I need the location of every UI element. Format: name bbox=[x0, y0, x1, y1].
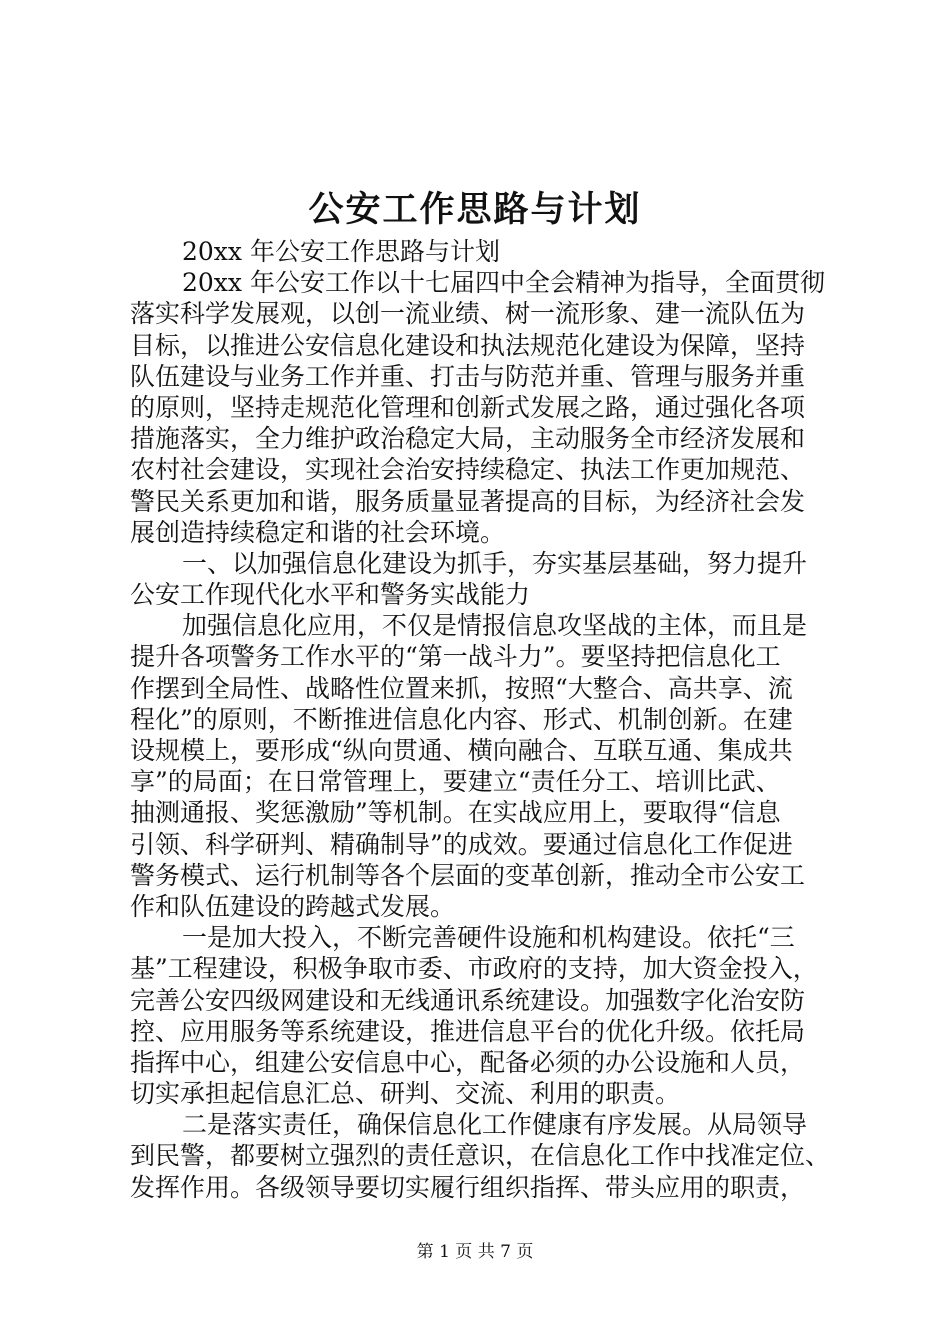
text-line: 作和队伍建设的跨越式发展。 bbox=[130, 891, 456, 921]
text-line: 加强信息化应用，不仅是情报信息攻坚战的主体，而且是 bbox=[182, 611, 808, 641]
text-line: 抽测通报、奖惩激励”等机制。在实战应用上，要取得“信息 bbox=[130, 798, 781, 828]
text-line: 队伍建设与业务工作并重、打击与防范并重、管理与服务并重 bbox=[130, 361, 806, 391]
text-line: 发挥作用。各级领导要切实履行组织指挥、带头应用的职责， bbox=[130, 1172, 806, 1202]
text-line: 提升各项警务工作水平的“第一战斗力”。要坚持把信息化工 bbox=[130, 642, 781, 672]
text-line: 20xx 年公安工作思路与计划 bbox=[182, 237, 500, 266]
text-line: 警民关系更加和谐，服务质量显著提高的目标，为经济社会发 bbox=[130, 486, 806, 516]
text-line: 切实承担起信息汇总、研判、交流、利用的职责。 bbox=[130, 1079, 681, 1109]
text-line: 设规模上，要形成“纵向贯通、横向融合、互联互通、集成共 bbox=[130, 736, 793, 765]
text-line: 指挥中心，组建公安信息中心，配备必须的办公设施和人员， bbox=[130, 1047, 806, 1077]
text-line: 享”的局面；在日常管理上，要建立“责任分工、培训比武、 bbox=[130, 767, 781, 797]
text-line: 措施落实，全力维护政治稳定大局，主动服务全市经济发展和 bbox=[130, 424, 806, 454]
text-line: 二是落实责任，确保信息化工作健康有序发展。从局领导 bbox=[182, 1110, 808, 1140]
text-line: 一是加大投入，不断完善硬件设施和机构建设。依托“三 bbox=[182, 923, 795, 953]
page-indicator: 第 1 页 共 7 页 bbox=[416, 1242, 534, 1262]
text-line: 目标，以推进公安信息化建设和执法规范化建设为保障，坚持 bbox=[130, 330, 806, 360]
text-line: 到民警，都要树立强烈的责任意识，在信息化工作中找准定位、 bbox=[130, 1141, 831, 1171]
text-line: 落实科学发展观，以创一流业绩、树一流形象、建一流队伍为 bbox=[130, 299, 806, 329]
text-line: 农村社会建设，实现社会治安持续稳定、执法工作更加规范、 bbox=[130, 455, 806, 485]
text-line: 程化”的原则，不断推进信息化内容、形式、机制创新。在建 bbox=[130, 704, 793, 734]
document-title: 公安工作思路与计划 bbox=[308, 189, 642, 230]
text-line: 公安工作现代化水平和警务实战能力 bbox=[130, 580, 531, 610]
text-line: 一、以加强信息化建设为抓手，夯实基层基础，努力提升 bbox=[182, 548, 808, 578]
text-line: 控、应用服务等系统建设，推进信息平台的优化升级。依托局 bbox=[130, 1016, 806, 1046]
text-line: 完善公安四级网建设和无线通讯系统建设。加强数字化治安防 bbox=[130, 985, 806, 1015]
text-line: 20xx 年公安工作以十七届四中全会精神为指导，全面贯彻 bbox=[182, 268, 825, 298]
text-line: 警务模式、运行机制等各个层面的变革创新，推动全市公安工 bbox=[130, 860, 806, 890]
text-line: 基”工程建设，积极争取市委、市政府的支持，加大资金投入， bbox=[130, 954, 818, 984]
text-line: 作摆到全局性、战略性位置来抓，按照“大整合、高共享、流 bbox=[130, 673, 793, 703]
text-line: 引领、科学研判、精确制导”的成效。要通过信息化工作促进 bbox=[130, 829, 793, 859]
text-line: 的原则，坚持走规范化管理和创新式发展之路，通过强化各项 bbox=[130, 392, 806, 422]
document-body bbox=[130, 236, 830, 1203]
text-line: 展创造持续稳定和谐的社会环境。 bbox=[130, 517, 506, 547]
